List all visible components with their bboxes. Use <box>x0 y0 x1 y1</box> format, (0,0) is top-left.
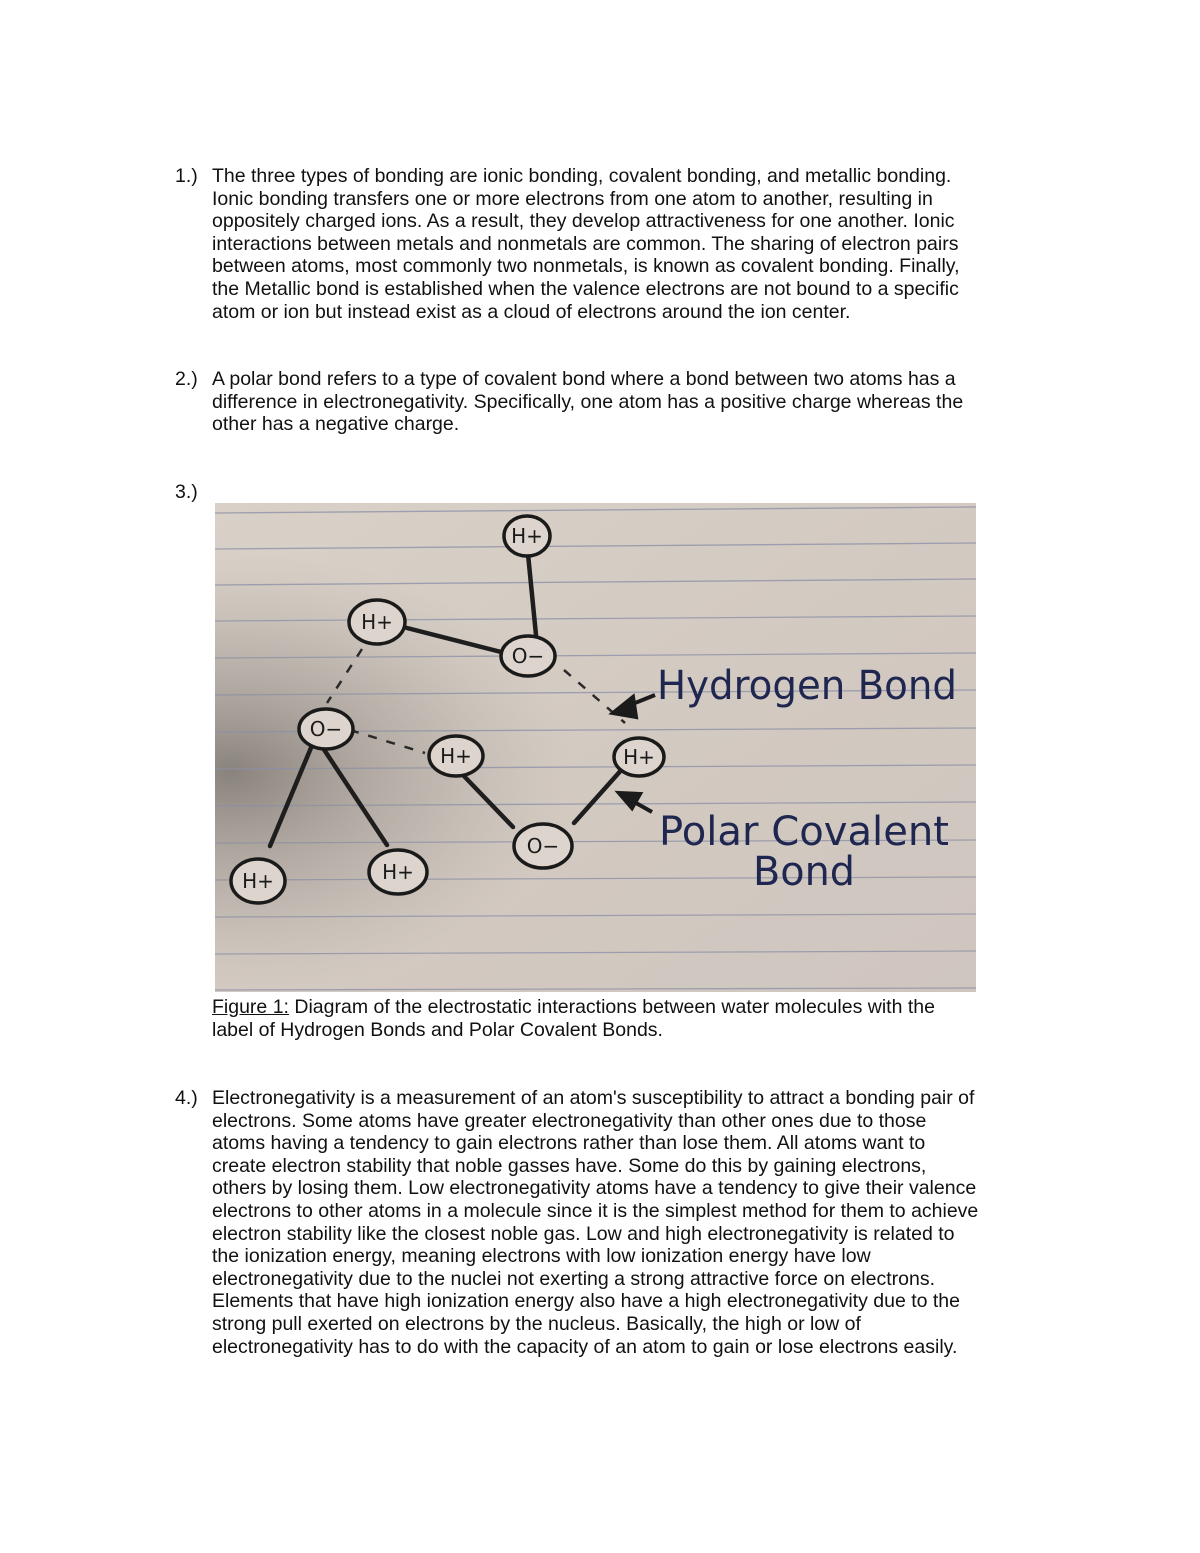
atom-label: H+ <box>440 744 472 768</box>
atom-label: H+ <box>382 860 414 884</box>
text-line: the Metallic bond is established when the valence electrons are not bound to a specific <box>212 277 959 300</box>
answer-text <box>212 1087 1072 1358</box>
caption-text: Diagram of the electrostatic interactions between water molecules with the <box>294 996 935 1018</box>
text-line: oppositely charged ions. As a result, they develop attractiveness for one another. Ionic <box>212 210 955 233</box>
atom-label: O− <box>526 834 560 858</box>
text-line: other has a negative charge. <box>212 413 460 436</box>
text-line: interactions between metals and nonmetals are common. The sharing of electron pairs <box>212 232 959 255</box>
polar-covalent-label-bond: Bond <box>753 849 855 895</box>
question-number: 2.) <box>175 368 198 390</box>
text-line: electrons to other atoms in a molecule since it is the simplest method for them to achieve <box>212 1199 979 1222</box>
text-line: create electron stability that noble gasses have. Some do this by gaining electrons, <box>212 1154 927 1177</box>
question-number: 1.) <box>175 165 198 187</box>
text-line: Elements that have high ionization energy also have a high electronegativity due to the <box>212 1290 960 1313</box>
text-line: others by losing them. Low electronegativity atoms have a tendency to give their valence <box>212 1177 977 1200</box>
figure-caption <box>212 996 1072 1041</box>
text-line: difference in electronegativity. Specifically, one atom has a positive charge whereas the <box>212 390 964 413</box>
text-line: A polar bond refers to a type of covalent bond where a bond between two atoms has a <box>212 368 956 390</box>
caption-line-2: label of Hydrogen Bonds and Polar Covalent Bonds. <box>212 1018 663 1041</box>
text-line: Ionic bonding transfers one or more electrons from one atom to another, resulting in <box>212 187 933 210</box>
text-line: The three types of bonding are ionic bonding, covalent bonding, and metallic bonding. <box>212 165 952 187</box>
water-molecule-diagram <box>215 503 976 992</box>
question-number: 3.) <box>175 481 198 503</box>
atom-label: O− <box>511 644 545 668</box>
text-line: electron stability like the closest noble gas. Low and high electronegativity is related to <box>212 1222 955 1245</box>
text-line: atoms having a tendency to gain electrons rather than lose them. All atoms want to <box>212 1132 926 1155</box>
text-line: electronegativity has to do with the capacity of an atom to gain or lose electrons easily. <box>212 1335 958 1358</box>
hydrogen-bond-label: Hydrogen Bond <box>657 663 957 709</box>
text-line: Electronegativity is a measurement of an atom's susceptibility to attract a bonding pair of <box>212 1087 975 1109</box>
text-line: electronegativity due to the nuclei not exerting a strong attractive force on electrons. <box>212 1267 935 1290</box>
atom-label: H+ <box>511 524 543 548</box>
text-line: strong pull exerted on electrons by the nucleus. Basically, the high or low of <box>212 1312 861 1335</box>
caption-line-1 <box>212 996 1072 1019</box>
text-line: the ionization energy, meaning electrons with low ionization energy have low <box>212 1245 871 1268</box>
atom-label: H+ <box>361 610 393 634</box>
text-line: electrons. Some atoms have greater electronegativity than other ones due to those <box>212 1109 927 1132</box>
text-line: between atoms, most commonly two nonmetals, is known as covalent bonding. Finally, <box>212 255 960 278</box>
answer-text <box>212 368 1072 436</box>
question-number: 4.) <box>175 1087 198 1109</box>
caption-label: Figure 1: <box>212 996 289 1018</box>
atom-label: O− <box>309 717 343 741</box>
answer-text <box>212 165 1072 323</box>
atom-label: H+ <box>623 745 655 769</box>
text-line: atom or ion but instead exist as a cloud of electrons around the ion center. <box>212 300 851 323</box>
atom-label: H+ <box>242 869 274 893</box>
polar-covalent-label: Polar Covalent <box>659 809 949 855</box>
